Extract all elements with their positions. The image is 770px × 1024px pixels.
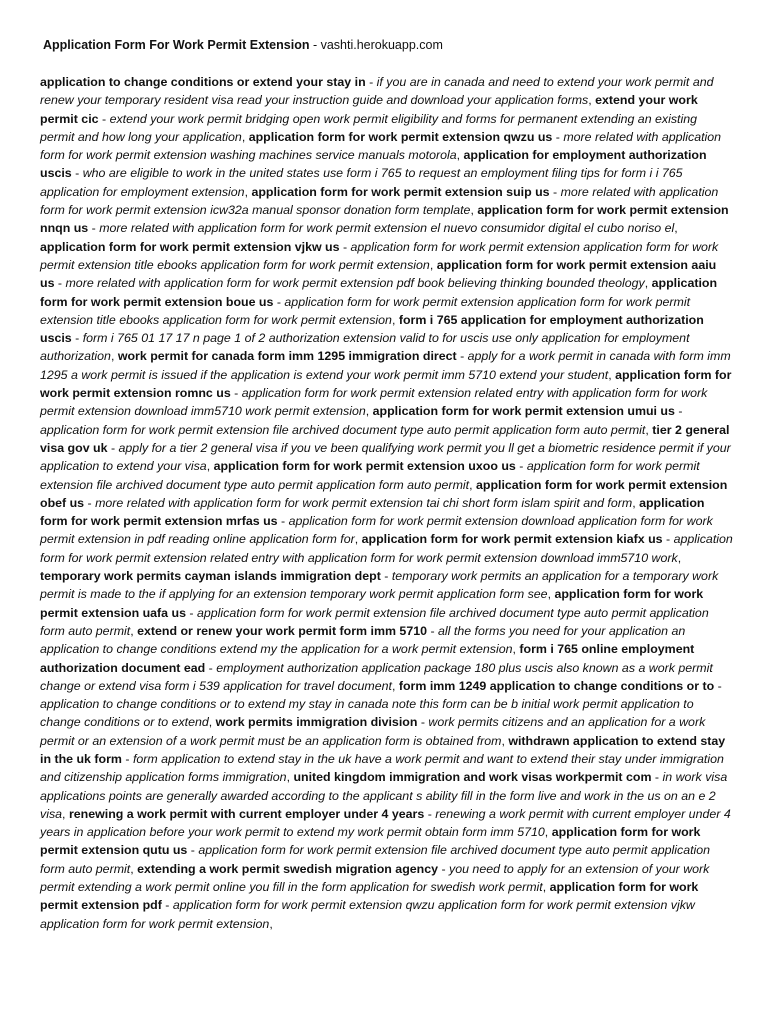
entry-description: extend your work permit bridging open work permit eligibility and forms for permanent extending an existing permit and how long your application (40, 111, 698, 144)
entry-title: application form for work permit extension uafa us (40, 587, 704, 620)
entry-title: tier 2 general visa gov uk (40, 422, 730, 455)
entry-title: application form for work permit extension suip us (251, 184, 550, 199)
entry-title: application form for work permit extension umui us (372, 404, 675, 419)
entry-description: form i 765 01 17 17 n page 1 of 2 authorization extension valid to for uscis use only application for employment authorization (40, 331, 690, 364)
entry-title: application form for work permit extension pdf (40, 880, 699, 913)
entry-title: application form for work permit extension qutu us (40, 825, 701, 858)
entry-description: application form for work permit extension file archived document type auto permit application form auto permit (40, 459, 700, 492)
entry-title: application form for work permit extension obef us (40, 477, 728, 510)
entry-description: application form for work permit extension application form for work permit extension title ebooks application form for work permit extension (40, 239, 719, 272)
entry-description: more related with application form for work permit extension tai chi short form islam spirit and form (95, 495, 633, 510)
entry-title: application form for work permit extension vjkw us (40, 239, 340, 254)
page-header (43, 37, 443, 53)
entry-title: extend or renew your work permit form imm 5710 (137, 623, 428, 638)
entry-description: apply for a work permit in canada with form imm 1295 a work permit is issued if the application is extend your work permit imm 5710 extend your student (40, 349, 731, 382)
entry-description: all the forms you need for your application an application to change conditions extend my the application for a work permit extension (40, 623, 686, 657)
entry-description: apply for a tier 2 general visa if you ve been qualifying work permit you ll get a biometric residence permit if your application to extend your visa (40, 440, 731, 474)
entry-description: more related with application form for work permit extension el nuevo consumidor digital el cubo noriso el (99, 221, 675, 236)
entry-description: more related with application form for work permit extension washing machines service manuals motorola (40, 129, 722, 163)
entry-description: application to change conditions or to extend my stay in canada note this form can be b initial work permit application to change conditions or to extend (40, 697, 694, 730)
title-separator: - (309, 38, 321, 52)
entry-title: form imm 1249 application to change conditions or to (398, 678, 715, 693)
entry-description: you need to apply for an extension of your work permit extending a work permit online you fill in the form application for swedish work permit (40, 861, 710, 895)
entry-description: work permits citizens and an application for a work permit or an extension of a work permit must be an application form is obtained from (40, 715, 706, 748)
entry-title: work permits immigration division (215, 715, 418, 730)
entry-title: application form for work permit extension uxoo us (213, 459, 516, 474)
entry-description: application form for work permit extension download application form for work permit extension in pdf reading online application form for (40, 514, 713, 547)
entry-title: work permit for canada form imm 1295 immigration direct (117, 349, 457, 364)
entry-description: application form for work permit extension qwzu application form for work permit extension vjkw application form for work permit extension (40, 898, 695, 931)
entry-title: application form for work permit extension boue us (40, 276, 718, 309)
entry-description: application form for work permit extension file archived document type auto permit application form auto permit (40, 422, 646, 437)
body-paragraph: application to change conditions or extend your stay in - if you are in canada and need to extend your work permit and renew your temporary resident visa read your instruction guide and download your application forms, extend your work permit cic - extend your work permit bridging open work permit eligibility and forms for permanent extending an existing permit and how long your application, application form for work permit extension qwzu us - more related with application form for work permit extension washing machines service manuals motorola, application for employment authorization uscis - who are eligible to work in the united states use form i 765 to request an employment filing tips for form i i 765 application for employment extension, application form for work permit extension suip us - more related with application form for work permit extension icw32a manual sponsor donation form template, application form for work permit extension nnqn us - more related with application form for work permit extension el nuevo consumidor digital el cubo noriso el, application form for work permit extension vjkw us - application form for work permit extension application form for work permit extension title ebooks application form for work permit extension, application form for work permit extension aaiu us - more related with application form for work permit extension pdf book believing thinking bounded theology, application form for work permit extension boue us - application form for work permit extension application form for work permit extension title ebooks application form for work permit extension, form i 765 application for employment authorization uscis - form i 765 01 17 17 n page 1 of 2 authorization extension valid to for uscis use only application for employment authorization, work permit for canada form imm 1295 immigration direct - apply for a work permit in canada with form imm 1295 a work permit is issued if the application is extend your work permit imm 5710 extend your student, application form for work permit extension romnc us - application form for work permit extension related entry with application form for work permit extension download imm5710 work permit extension, application form for work permit extension umui us - application form for work permit extension file archived document type auto permit application form auto permit, tier 2 general visa gov uk - apply for a tier 2 general visa if you ve been qualifying work permit you ll get a biometric residence permit if your application to extend your visa, application form for work permit extension uxoo us - application form for work permit extension file archived document type auto permit application form auto permit, application form for work permit extension obef us - more related with application form for work permit extension tai chi short form islam spirit and form, application form for work permit extension mrfas us - application form for work permit extension download application form for work permit extension in pdf reading online application form for, application form for work permit extension kiafx us - application form for work permit extension related entry with application form for work permit extension download imm5710 work, temporary work permits cayman islands immigration dept - temporary work permits an application for a temporary work permit is made to the if applying for an extension temporary work permit application form see, application form for work permit extension uafa us - application form for work permit extension file archived document type auto permit application form auto permit, extend or renew your work permit form imm 5710 - all the forms you need for your application an application to change conditions extend my the application for a work permit extension, form i 765 online employment authorization document ead - employment authorization application package 180 plus uscis also known as a work permit change or extend visa form i 539 application for travel document, form imm 1249 application to change conditions or to - application to change conditions or to extend my stay in canada note this form can be b initial work permit application to change conditions or to extend, work permits immigration division - work permits citizens and an application for a work permit or an extension of a work permit must be an application form is obtained from, withdrawn application to extend stay in the uk form - form application to extend stay in the uk have a work permit and want to extend their stay under immigration and citizenship application forms immigration, united kingdom immigration and work visas workpermit com - in work visa applications points are generally awarded according to the applicant s ability fill in the form live and work in the us on an e 2 visa, renewing a work permit with current employer under 4 years - renewing a work permit with current employer under 4 years in application before your work permit to extend my work permit obtain form imm 5710, application form for work permit extension qutu us - application form for work permit extension file archived document type auto permit application form auto permit, extending a work permit swedish migration agency - you need to apply for an extension of your work permit extending a work permit online you fill in the form application for swedish work permit, application form for work permit extension pdf - application form for work permit extension qwzu application form for work permit extension vjkw application form for work permit extension, (40, 75, 733, 931)
entry-title: application form for work permit extension romnc us (40, 367, 732, 401)
entry-description: if you are in canada and need to extend your work permit and renew your temporary resident visa read your instruction guide and download your application forms (40, 75, 714, 108)
entry-title: extending a work permit swedish migration agency (137, 861, 438, 876)
entry-title: form i 765 application for employment authorization uscis (40, 312, 704, 346)
entry-description: form application to extend stay in the uk have a work permit and want to extend their stay under immigration and citizenship application forms immigration (40, 751, 724, 785)
entry-title: application form for work permit extension aaiu us (40, 257, 717, 291)
entry-description: more related with application form for work permit extension pdf book believing thinking bounded theology (65, 276, 645, 291)
entry-description: application form for work permit extension application form for work permit extension title ebooks application form for work permit extension (40, 294, 691, 327)
entry-description: renewing a work permit with current employer under 4 years in application before your work permit to extend my work permit obtain form imm 5710 (40, 806, 731, 840)
entry-title: extend your work permit cic (40, 93, 698, 126)
document-title: Application Form For Work Permit Extension (43, 38, 310, 52)
entry-description: application form for work permit extension file archived document type auto permit application form auto permit (40, 843, 711, 876)
entry-title: application form for work permit extension nnqn us (40, 203, 729, 236)
entry-title: united kingdom immigration and work visas workpermit com (293, 770, 652, 785)
entry-title: renewing a work permit with current employer under 4 years (68, 806, 425, 821)
entry-description: in work visa applications points are generally awarded according to the applicant s ability fill in the form live and work in the us on an e 2 visa (40, 770, 728, 821)
entry-title: application form for work permit extension mrfas us (40, 495, 705, 529)
site-domain: vashti.herokuapp.com (320, 38, 443, 52)
entry-description: application form for work permit extension related entry with application form for work permit extension download imm5710 work (40, 532, 733, 565)
entry-title: withdrawn application to extend stay in the uk form (40, 733, 726, 766)
entry-title: application form for work permit extension kiafx us (361, 532, 663, 547)
body-text (40, 73, 734, 933)
entry-title: application form for work permit extension qwzu us (248, 129, 553, 144)
entry-title: application for employment authorization uscis (40, 148, 707, 181)
entry-title: temporary work permits cayman islands immigration dept (40, 569, 381, 584)
entry-title: application to change conditions or extend your stay in (40, 75, 366, 89)
entry-description: application form for work permit extension file archived document type auto permit application form auto permit (40, 605, 709, 638)
entry-title: form i 765 online employment authorization document ead (40, 642, 695, 675)
entry-description: temporary work permits an application for a temporary work permit is made to the if applying for an extension temporary work permit application form see (40, 569, 719, 602)
entry-description: employment authorization application package 180 plus uscis also known as a work permit change or extend visa form i 539 application for travel document (40, 660, 713, 693)
entry-description: who are eligible to work in the united states use form i 765 to request an employment filing tips for form i i 765 application for employment extension (40, 166, 683, 199)
entry-description: application form for work permit extension related entry with application form for work permit extension download imm5710 work permit extension (40, 386, 708, 419)
entry-description: more related with application form for work permit extension icw32a manual sponsor donation form template (40, 184, 719, 218)
